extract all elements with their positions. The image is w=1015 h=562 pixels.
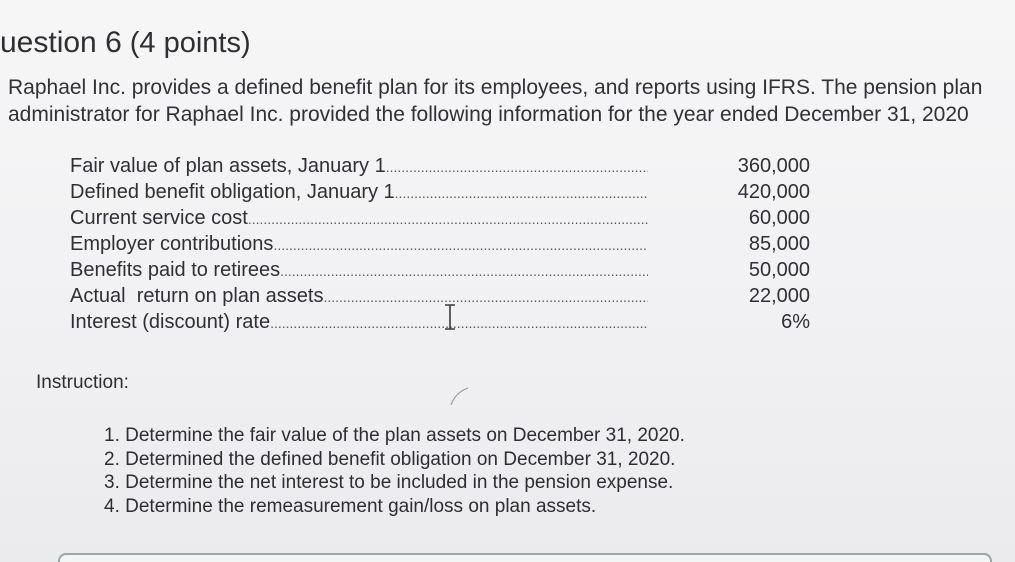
instruction-item: 3. Determine the net interest to be included in the pension expense. [104,472,674,493]
dot-leader [386,159,648,175]
data-row-label: Fair value of plan assets, January 1 [70,155,386,177]
data-row-value: 360,000 [737,155,810,177]
data-row-value: 420,000 [737,181,810,203]
question-intro-text: Raphael Inc. provides a defined benefit plan for its employees, and reports using IFRS. The pension plan administrator for Raphael Inc. provided the following information for the year ended December 31, 2020 [8,76,983,126]
question-title [0,26,251,60]
dot-leader [273,237,648,253]
data-row [70,155,830,181]
dot-leader [280,263,648,279]
data-row-label: Actual return on plan assets [70,285,324,307]
dot-leader [395,185,648,201]
data-row [70,233,830,259]
instruction-item: 1. Determine the fair value of the plan assets on December 31, 2020. [104,425,685,446]
data-row [70,207,830,233]
instruction-item: 4. Determine the remeasurement gain/loss on plan assets. [104,495,597,517]
text-cursor-icon [442,303,458,331]
dot-leader [323,289,648,305]
dot-leader [248,211,648,227]
data-row-value: 85,000 [748,233,810,255]
pen-stroke-mark [448,386,470,408]
data-row [70,259,830,285]
data-row-label: Employer contributions [70,233,274,255]
answer-input-box[interactable] [58,553,992,562]
instruction-item: 2. Determined the defined benefit obligation on December 31, 2020. [104,448,676,470]
instruction-label: Instruction: [36,372,129,393]
data-row-value: 50,000 [748,259,810,281]
data-row-label: Current service cost [70,207,248,229]
question-number: uestion 6 [0,26,122,59]
instruction-list [104,424,685,518]
data-row-value: 22,000 [748,285,810,307]
data-row-label: Defined benefit obligation, January 1 [70,181,395,203]
dot-leader [270,315,648,331]
data-row-value: 60,000 [748,207,810,229]
data-row-label: Benefits paid to retirees [70,259,281,281]
data-row-value: 6% [781,311,810,333]
data-row-label: Interest (discount) rate [70,311,271,333]
question-points: (4 points) [129,27,251,59]
data-row [70,181,830,207]
